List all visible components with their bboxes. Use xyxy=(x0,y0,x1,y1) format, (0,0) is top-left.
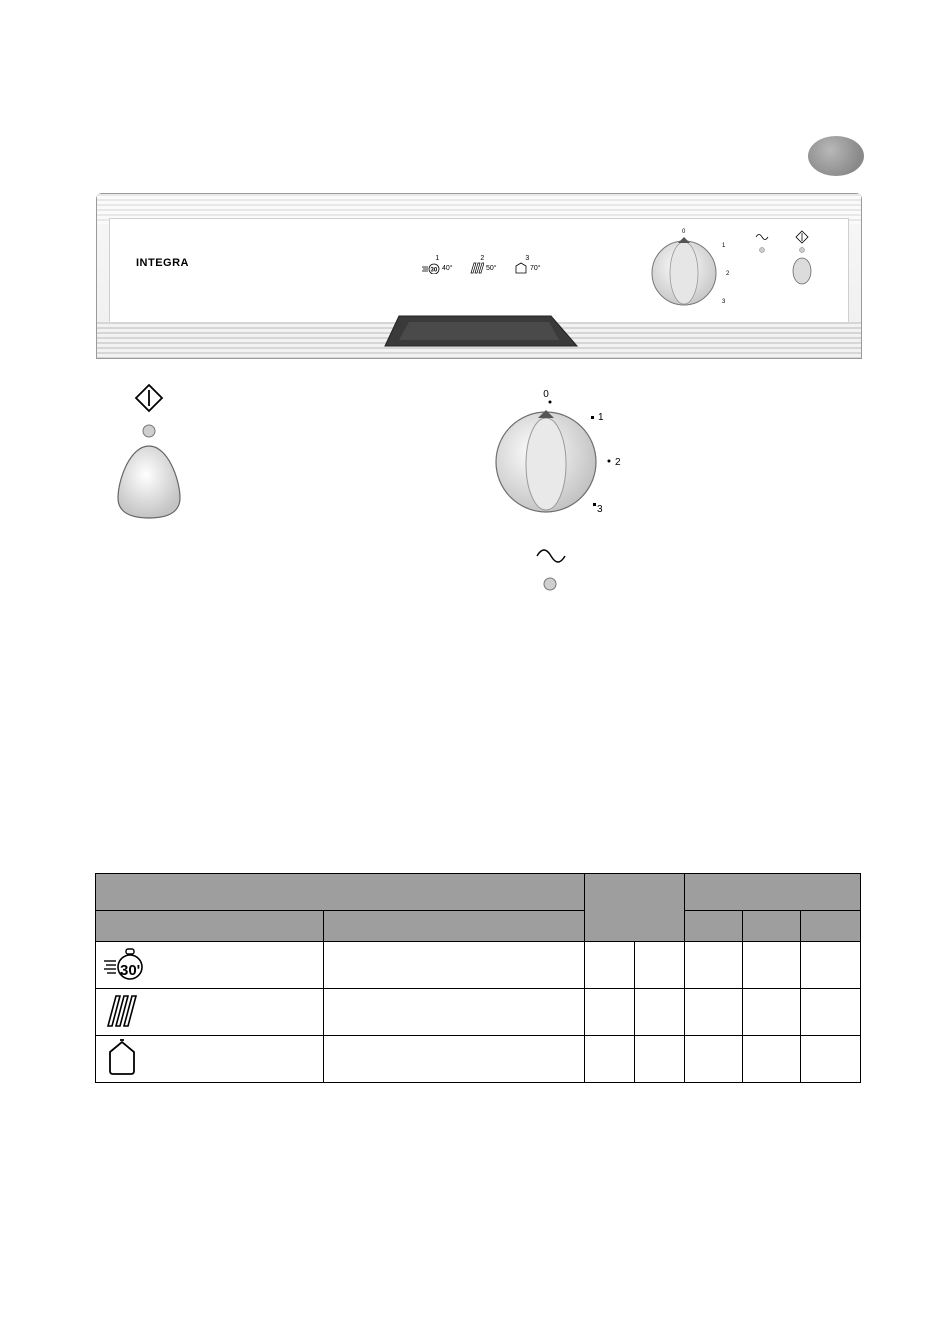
panel-start-button[interactable] xyxy=(793,258,811,284)
start-indicator-light-icon xyxy=(143,425,155,437)
program-temp: 50° xyxy=(486,264,497,272)
table-header-cell xyxy=(96,911,324,942)
table-header-cell xyxy=(585,874,685,942)
table-header-cell xyxy=(685,911,743,942)
selector-label-2: 2 xyxy=(615,457,621,468)
door-handle[interactable] xyxy=(379,314,579,348)
knob-label-3: 3 xyxy=(722,299,726,305)
brand-label: INTEGRA xyxy=(136,257,189,269)
table-header-cell xyxy=(96,874,585,911)
knob-label-2: 2 xyxy=(726,271,730,277)
start-button-detail xyxy=(110,382,190,522)
table-row xyxy=(96,989,861,1036)
program-1-legend xyxy=(422,255,453,274)
program-selector-detail xyxy=(494,384,634,600)
program-temp: 70° xyxy=(530,264,541,272)
glasses-icon xyxy=(102,990,142,1030)
selector-label-3: 3 xyxy=(597,504,603,515)
programme-table xyxy=(95,873,861,1083)
pot-icon xyxy=(102,1037,142,1077)
knob-label-1: 1 xyxy=(722,243,726,249)
mains-tilde-icon xyxy=(537,550,565,562)
start-light-icon xyxy=(800,248,805,253)
control-panel xyxy=(96,193,862,359)
program-3-legend xyxy=(514,255,541,274)
language-marker xyxy=(808,136,864,176)
table-header-row-2 xyxy=(96,911,861,942)
mains-light-icon xyxy=(760,248,765,253)
program-2-legend xyxy=(468,255,497,274)
pot-icon xyxy=(514,262,528,274)
program-temp: 40° xyxy=(442,264,453,272)
program-number: 1 xyxy=(435,255,440,262)
mains-tilde-icon xyxy=(756,235,768,240)
quick-30-icon-label: 30' xyxy=(120,961,141,979)
table-header-cell xyxy=(685,874,861,911)
knob-label-0: 0 xyxy=(682,229,686,235)
start-button[interactable] xyxy=(118,446,180,518)
table-icon-cell xyxy=(96,942,324,989)
glasses-icon xyxy=(468,262,484,274)
program-number: 3 xyxy=(525,255,530,262)
program-number: 2 xyxy=(480,255,485,262)
mains-indicator-light-icon xyxy=(544,578,556,590)
panel-indicators xyxy=(750,229,830,299)
table-icon-cell xyxy=(96,989,324,1036)
selector-label-1: 1 xyxy=(598,412,604,423)
table-header-cell xyxy=(743,911,801,942)
panel-program-knob[interactable] xyxy=(636,223,736,323)
table-header-cell xyxy=(324,911,585,942)
table-header-row-1 xyxy=(96,874,861,911)
table-row xyxy=(96,1036,861,1083)
svg-text:30: 30 xyxy=(430,267,438,274)
table-header-cell xyxy=(801,911,861,942)
table-icon-cell xyxy=(96,1036,324,1083)
quick-30-icon xyxy=(102,943,162,983)
quick-30-icon xyxy=(422,262,440,274)
table-row xyxy=(96,942,861,989)
selector-label-0: 0 xyxy=(543,389,549,400)
panel-face xyxy=(109,218,849,324)
